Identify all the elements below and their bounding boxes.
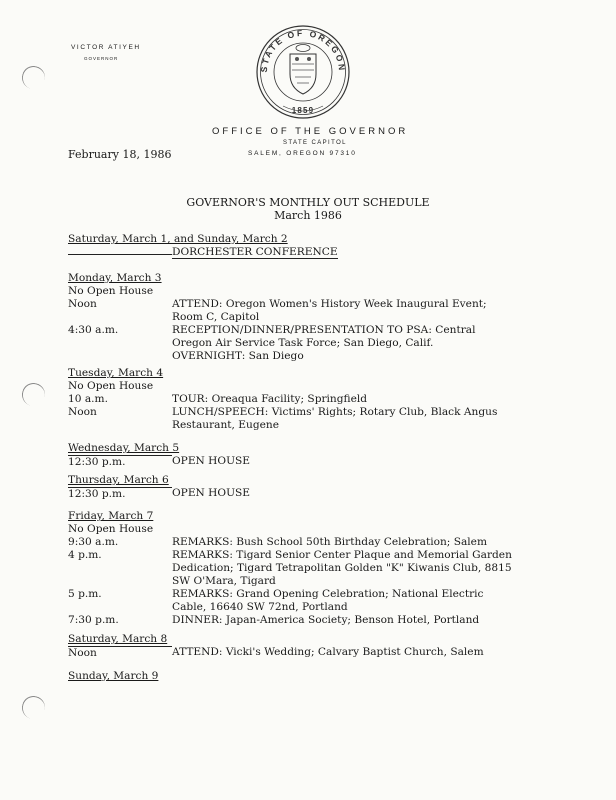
day-heading: Thursday, March 6 [68,474,169,486]
event-time: 4 p.m. [68,549,102,561]
event-time: Noon [68,406,97,418]
svg-text:STATE OF OREGON [259,28,347,73]
address-line1: STATE CAPITOL [283,140,347,146]
document-title [0,196,616,222]
day-sat-8 [68,633,513,660]
punch-hole-mark [19,380,47,408]
event-text: ATTEND: Vicki's Wedding; Calvary Baptist Church, Salem [172,646,484,658]
punch-hole-mark [19,63,47,91]
schedule-subtitle: March 1986 [274,209,342,222]
event-time: 12:30 p.m. [68,455,172,469]
event-text: DORCHESTER CONFERENCE [172,246,338,258]
event-time: No Open House [68,285,154,297]
governor-name: VICTOR ATIYEH [71,44,141,51]
day-heading: Wednesday, March 5 [68,442,180,454]
event-text: REMARKS: Tigard Senior Center Plaque and Memorial Garden Dedication; Tigard Tetrapolitan Golden "K" Kiwanis Club, 8815 SW O'Mara, Tigard [172,549,512,587]
event-text: RECEPTION/DINNER/PRESENTATION TO PSA: Central Oregon Air Service Task Force; San Diego, Calif. [172,324,476,349]
event-text: REMARKS: Bush School 50th Birthday Celebration; Salem [172,536,487,548]
event-time: 12:30 p.m. [68,487,172,501]
day-thu-6 [68,474,513,501]
day-sun-9 [68,670,158,683]
day-heading: Saturday, March 1, and Sunday, March 2 [68,233,288,245]
event-time: 4:30 a.m. [68,324,119,336]
event-text: OPEN HOUSE [172,487,251,499]
event-time: 9:30 a.m. [68,536,119,548]
event-time: 10 a.m. [68,393,108,405]
event-time: No Open House [68,380,154,392]
day-fri-7 [68,510,513,627]
event-text: OVERNIGHT: San Diego [172,350,304,362]
event-text: OPEN HOUSE [172,455,251,467]
day-wed-5 [68,442,513,469]
event-text: REMARKS: Grand Opening Celebration; National Electric Cable, 16640 SW 72nd, Portland [172,588,484,613]
event-time: Noon [68,298,97,310]
day-heading: Monday, March 3 [68,272,162,284]
office-name: OFFICE OF THE GOVERNOR [212,126,409,137]
event-text: LUNCH/SPEECH: Victims' Rights; Rotary Club, Black Angus Restaurant, Eugene [172,406,498,431]
state-seal-icon [253,22,353,122]
event-text: ATTEND: Oregon Women's History Week Inaugural Event; Room C, Capitol [172,298,487,323]
day-heading: Sunday, March 9 [68,670,159,682]
day-heading: Tuesday, March 4 [68,367,164,379]
punch-hole-mark [19,693,47,721]
seal-year: 1859 [291,106,315,115]
day-sat-sun-1-2 [68,233,338,259]
event-text: TOUR: Oreaqua Facility; Springfield [172,393,368,405]
event-time: No Open House [68,523,154,535]
event-text: DINNER: Japan-America Society; Benson Hotel, Portland [172,614,480,626]
address-line2: SALEM, OREGON 97310 [248,150,357,157]
day-tue-4 [68,367,513,432]
governor-title: GOVERNOR [84,56,119,61]
document-date: February 18, 1986 [68,148,172,161]
seal-top-text: STATE OF OREGON [258,27,348,73]
event-time: Noon [68,646,172,660]
event-time: 7:30 p.m. [68,614,119,626]
day-heading: Friday, March 7 [68,510,154,522]
day-mon-3 [68,272,513,363]
event-time: 5 p.m. [68,588,102,600]
schedule-title: GOVERNOR'S MONTHLY OUT SCHEDULE [186,196,430,209]
day-heading: Saturday, March 8 [68,633,168,645]
